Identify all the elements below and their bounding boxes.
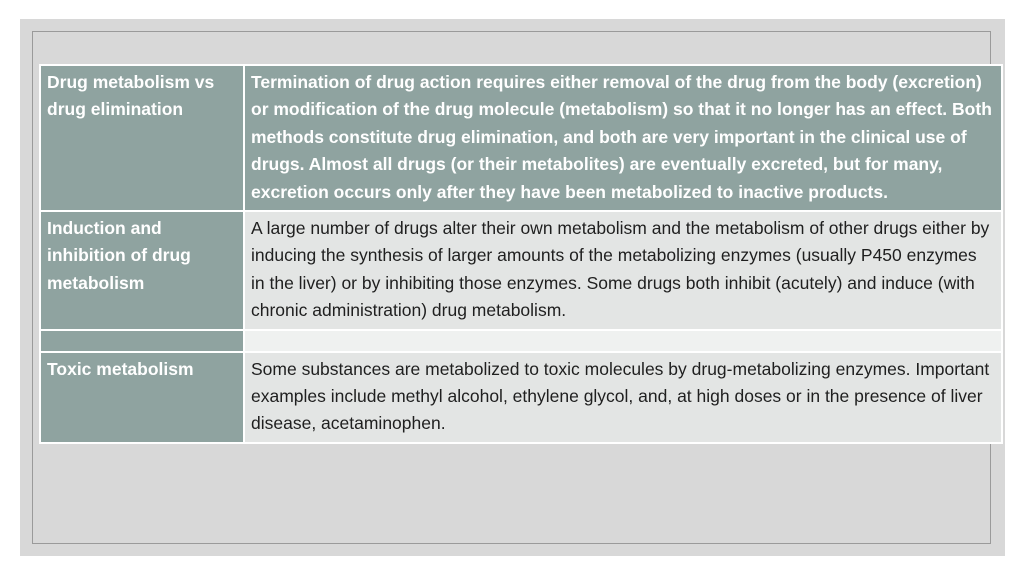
table-row [40,352,1002,443]
row-description-induction-inhibition: A large number of drugs alter their own metabolism and the metabolism of other drugs either by inducing the synthesis of larger amounts of the metabolizing enzymes (usually P450 enzymes in the liver) or by inhibiting those enzymes. Some drugs both inhibit (acutely) and induce (with chronic administration) drug metabolism. [244,211,1002,330]
row-term-empty [40,330,244,352]
row-term-toxic-metabolism: Toxic metabolism [40,352,244,443]
row-description-metabolism-vs-elimination: Termination of drug action requires either removal of the drug from the body (excretion) or modification of the drug molecule (metabolism) so that it no longer has an effect. Both methods constitute drug elimination, and both are very important in the clinical use of drugs. Almost all drugs (or their metabolites) are eventually excreted, but for many, excretion occurs only after they have been metabolized to inactive products. [244,65,1002,211]
row-description-toxic-metabolism: Some substances are metabolized to toxic molecules by drug-metabolizing enzymes. Important examples include methyl alcohol, ethylene glycol, and, at high doses or in the presence of liver disease, acetaminophen. [244,352,1002,443]
table-row [40,211,1002,330]
table-row-empty [40,330,1002,352]
row-term-metabolism-vs-elimination: Drug metabolism vs drug elimination [40,65,244,211]
table-row [40,65,1002,211]
row-description-empty [244,330,1002,352]
row-term-induction-inhibition: Induction and inhibition of drug metabolism [40,211,244,330]
drug-metabolism-table [39,64,1003,444]
